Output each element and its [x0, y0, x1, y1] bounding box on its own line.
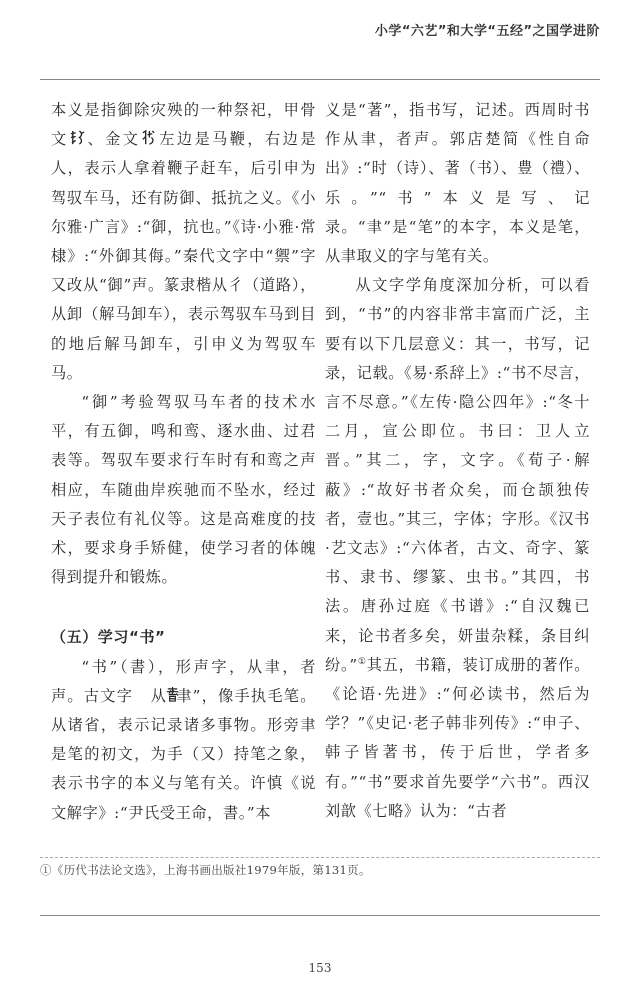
- paragraph-yu-origin: [51, 96, 316, 388]
- footnote-marker[interactable]: ①: [357, 656, 367, 667]
- text-run: 本义是指御除灾殃的一种祭祀，甲骨文: [51, 101, 316, 149]
- header-divider: [40, 79, 600, 80]
- footnote: ①《历代书法论文选》，上海书画出版社1979年版，第131页。: [40, 863, 371, 877]
- text-run: “书”（書），形声字，从聿，者声。古文字: [51, 657, 316, 705]
- footnote-divider: [40, 857, 600, 858]
- text-run: 左边是马鞭，右边是人，表示人拿着鞭子赶车，后引申为驾驭车马，还有防御、抵抗之义。《小尔雅·广言》:“御，抗也。”《诗·小雅·常棣》:“外御其侮。”秦代文字中“禦”字又改从“御”声。篆隶楷从彳（道路），从卸（解马卸车），表示驾驭车马到目的地后解马卸车，引申义为驾驭车马。: [51, 130, 316, 382]
- paragraph-shu-meaning: 义是“著”，指书写，记述。西周时书作从聿，者声。郭店楚简《性自命出》:“时（诗）、著（书）、豊（禮）、乐。”“书”本义是写、记录。“聿”是“笔”的本字，本义是笔，从聿取义的字与笔有关。: [325, 101, 590, 266]
- right-column: [325, 96, 590, 826]
- text-run: 从文字学角度深加分析，可以看到，“书”的内容非常丰富而广泛，主要有以下几层意义：其一，书写，记录，记载。《易·系辞上》:“书不尽言，言不尽意。”《左传·隐公四年》:“冬十二月，宣公即位。书曰：卫人立晋。”其二，字，文字。《荀子·解蔽》:“故好书者众矣，而仓颉独传者，壹也。”其三，字体；字形。《汉书·艺文志》:“六体者，古文、奇字、篆书、隶书、缪篆、虫书。”其四，书法。唐孙过庭《书谱》:“自汉魏已来，论书者多矣，妍蚩杂糅，条目纠纷。”: [325, 276, 590, 674]
- ancient-shu-glyph-icon: [134, 684, 149, 701]
- section-heading-shu: （五）学习“书”: [51, 628, 166, 647]
- page-number: 153: [308, 961, 332, 975]
- text-run: 从“聿”，像手执毛笔。从诸省，表示记录诸多事物。形旁聿是笔的初文，为手（又）持笔之象，表示书字的本义与笔有关。许慎《说文解字》:“尹氏受王命，書。”本: [51, 686, 316, 822]
- running-title: 小学“六艺”和大学“五经”之国学进阶: [374, 24, 600, 39]
- paragraph-shu-etymology: [51, 653, 316, 828]
- left-column: [51, 96, 316, 828]
- oracle-bone-yu-glyph-icon: [70, 127, 85, 144]
- footer-divider: [40, 915, 600, 916]
- text-run: 、金文: [85, 130, 141, 149]
- paragraph-yu-skill: “御”考验驾驭马车者的技术水平，有五御，鸣和鸾、逐水曲、过君表等。驾驭车要求行车时有和鸾之声相应，车随曲岸疾驰而不坠水，经过天子表位有礼仪等。这是高难度的技术，要求身手矫健，使学习者的体魄得到提升和锻炼。: [51, 393, 316, 587]
- bronze-yu-glyph-icon: [141, 127, 156, 144]
- text-run: 其五，书籍，装订成册的著作。《论语·先进》:“何必读书，然后为学？”《史记·老子韩非列传》:“申子、韩子皆著书，传于后世，学者多有。”“书”要求首先要学“六书”。西汉刘歆《七略》认为：“古者: [325, 655, 591, 820]
- paragraph-shu-analysis: [325, 271, 590, 826]
